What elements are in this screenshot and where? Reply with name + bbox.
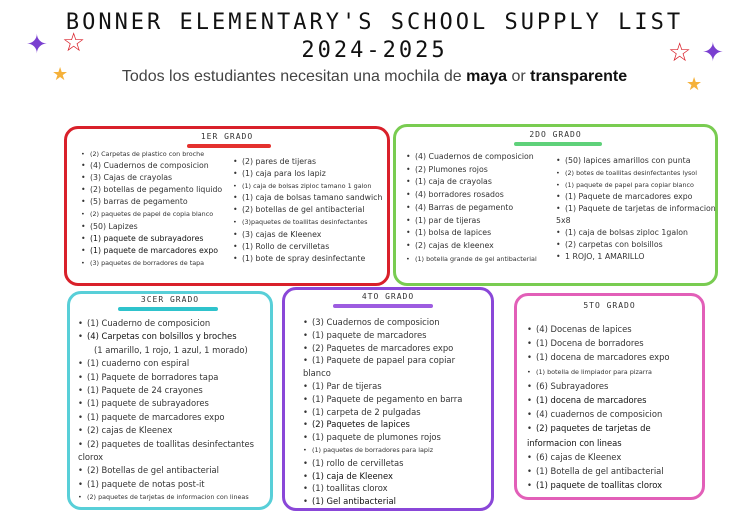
list-item: • (4) Docenas de lapices [527, 322, 697, 336]
list-item: • (4) cuadernos de composicion [527, 407, 697, 421]
list-item: • (1) carpeta de 2 pulgadas [303, 406, 488, 419]
list-item: • (1) Docena de borradores [527, 336, 697, 350]
list-item: • (1) botella grande de gel antibacterial [406, 253, 556, 266]
list-item: • (5) barras de pegamento [81, 196, 231, 208]
list-item: • (1) docena de marcadores [527, 393, 697, 407]
list-item: • (2) paquetes de toallitas desinfectantes [78, 438, 268, 451]
title-underline [333, 304, 433, 308]
list-item: • (1) caja de bolsas tamano sandwich [233, 192, 389, 204]
fourth-grade-box [282, 287, 494, 511]
list-item: clorox [78, 452, 104, 463]
fifth-grade-title: 5TO GRADO [583, 301, 636, 310]
list-item: • (1) caja de crayolas [406, 176, 556, 189]
list-item: • (3) Cuadernos de composicion [303, 316, 488, 329]
list-item: • (1) Paquete de borradores tapa [78, 371, 268, 384]
list-item: • (1) Paquete de 24 crayones [78, 384, 268, 397]
list-item: • (2) paquetes de papel de copia blanco [81, 208, 231, 220]
third-grade-box [67, 291, 273, 510]
list-item: • (1) rollo de cervilletas [303, 457, 488, 470]
fourth-grade-list [303, 316, 488, 508]
list-item: • (1) toallitas clorox [303, 482, 488, 495]
star-icon: ★ [52, 64, 69, 85]
first-grade-title: 1ER GRADO [200, 132, 254, 141]
second-grade-title: 2DO GRADO [529, 130, 582, 139]
list-item: • (1) Botella de gel antibacterial [527, 464, 697, 478]
list-item: • (1) Paquete de pegamento en barra [303, 393, 488, 406]
third-grade-title: 3CER GRADO [140, 295, 200, 304]
list-item: • (1) paquete de plumones rojos [303, 431, 488, 444]
list-item: • (3) paquetes de borradores de tapa [81, 257, 231, 269]
list-item: • (1) paquete de notas post-it [78, 478, 268, 491]
fourth-grade-title: 4TO GRADO [361, 292, 415, 301]
list-item: • (1) paquete de marcadores [303, 329, 488, 342]
list-item: • (2) botellas de gel antibacterial [233, 204, 389, 216]
title-underline [118, 307, 218, 311]
list-item: • (1) caja de bolsas ziploc 1galon [556, 227, 714, 239]
list-item: • (2) carpetas con bolsillos [556, 239, 714, 251]
list-item: • (2) botellas de pegamento liquido [81, 184, 231, 196]
list-item: • (2) cajas de Kleenex [78, 424, 268, 437]
list-item: • (4) borradores rosados [406, 189, 556, 202]
list-item: informacion con lineas [527, 437, 622, 448]
list-item: 5x8 [556, 216, 571, 225]
fifth-grade-list [527, 322, 697, 492]
list-item: • (1) caja para los lapiz [233, 168, 389, 180]
fifth-grade-box [514, 293, 705, 500]
star-icon: ✦ [702, 38, 724, 68]
list-item: • (50) Lapizes [81, 221, 231, 233]
school-year: 2024-2025 [301, 38, 448, 63]
list-item: • (2) Paquetes de marcadores expo [303, 342, 488, 355]
list-item: • (1) Paquete de tarjetas de informacion [556, 203, 714, 215]
list-item: • (1) cuaderno con espiral [78, 357, 268, 370]
list-item: • (2) botes de toallitas desinfectantes lysol [556, 167, 714, 179]
list-item: • (1) paquete de toallitas clorox [527, 478, 697, 492]
list-item: • (1) paquete de subrayadores [81, 233, 231, 245]
list-item: • (2) Paquetes de lapices [303, 418, 488, 431]
list-item: • (6) cajas de Kleenex [527, 450, 697, 464]
list-item: • (1) Par de tijeras [303, 380, 488, 393]
list-item: • (6) Subrayadores [527, 379, 697, 393]
list-item: • (2) Carpetas de plastico con broche [81, 148, 231, 160]
list-item: • (1) botella de limpiador para pizarra [527, 365, 697, 379]
backpack-option-mesh: maya [466, 68, 508, 85]
list-item: • (3) Cajas de crayolas [81, 172, 231, 184]
list-item: • (2) pares de tijeras [233, 156, 389, 168]
third-grade-list [78, 317, 268, 505]
list-item: • (4) Cuadernos de composicion [406, 151, 556, 164]
list-item: • (4) Barras de pegamento [406, 202, 556, 215]
list-item: • (1) paquete de marcadores expo [78, 411, 268, 424]
list-item: • (3)paquetes de toallitas desinfectantes [233, 216, 389, 228]
list-item: • (1) Cuaderno de composicion [78, 317, 268, 330]
star-icon: ☆ [62, 28, 86, 58]
list-item: • (1) Paquete de papael para copiar [303, 354, 488, 367]
list-item: • (1) paquete de subrayadores [78, 397, 268, 410]
list-item: • (1) bolsa de lapices [406, 227, 556, 240]
list-item: • (1) bote de spray desinfectante [233, 253, 389, 265]
list-item: • (1) par de tijeras [406, 215, 556, 228]
list-item: • (1) docena de marcadores expo [527, 350, 697, 364]
title-underline [514, 142, 602, 146]
first-grade-list-left [81, 148, 231, 269]
list-item: • (2) Plumones rojos [406, 164, 556, 177]
list-item: blanco [303, 368, 331, 379]
list-item: (1 amarillo, 1 rojo, 1 azul, 1 morado) [94, 344, 248, 355]
list-item: • (4) Carpetas con bolsillos y broches [78, 330, 268, 343]
star-icon: ✦ [26, 30, 48, 60]
list-item: • (3) cajas de Kleenex [233, 229, 389, 241]
list-item: • (1) Paquete de marcadores expo [556, 191, 714, 203]
second-grade-list-right [556, 155, 714, 263]
page-title: BONNER ELEMENTARY'S SCHOOL SUPPLY LIST [65, 10, 684, 35]
list-item: • (2) Botellas de gel antibacterial [78, 464, 268, 477]
list-item: • (1) caja de bolsas ziploc tamano 1 galon [233, 180, 389, 192]
list-item: • (2) cajas de kleenex [406, 240, 556, 253]
subtitle: Todos los estudiantes necesitan una mochila de maya or transparente [121, 68, 628, 85]
first-grade-box [64, 126, 390, 286]
list-item: • (1) Rollo de cervilletas [233, 241, 389, 253]
list-item: • (1) paquetes de borradores para lapiz [303, 444, 488, 457]
list-item: • (50) lapices amarillos con punta [556, 155, 714, 167]
second-grade-list-left [406, 151, 556, 265]
list-item: • (1) paquete de marcadores expo [81, 245, 231, 257]
list-item: • (2) paquetes de tarjetas de [527, 421, 697, 435]
list-item: • (4) Cuadernos de composicion [81, 160, 231, 172]
second-grade-box [393, 124, 718, 286]
backpack-option-clear: transparente [530, 68, 628, 85]
list-item: • (1) Gel antibacterial [303, 495, 488, 508]
list-item: • (1) caja de Kleenex [303, 470, 488, 483]
first-grade-list-right [233, 156, 389, 265]
list-item: • (2) paquetes de tarjetas de informacion con lineas [78, 491, 268, 504]
star-icon: ☆ [668, 38, 692, 68]
star-icon: ★ [686, 74, 703, 95]
list-item: • 1 ROJO, 1 AMARILLO [556, 251, 714, 263]
list-item: • (1) paquete de papel para copiar blanco [556, 179, 714, 191]
